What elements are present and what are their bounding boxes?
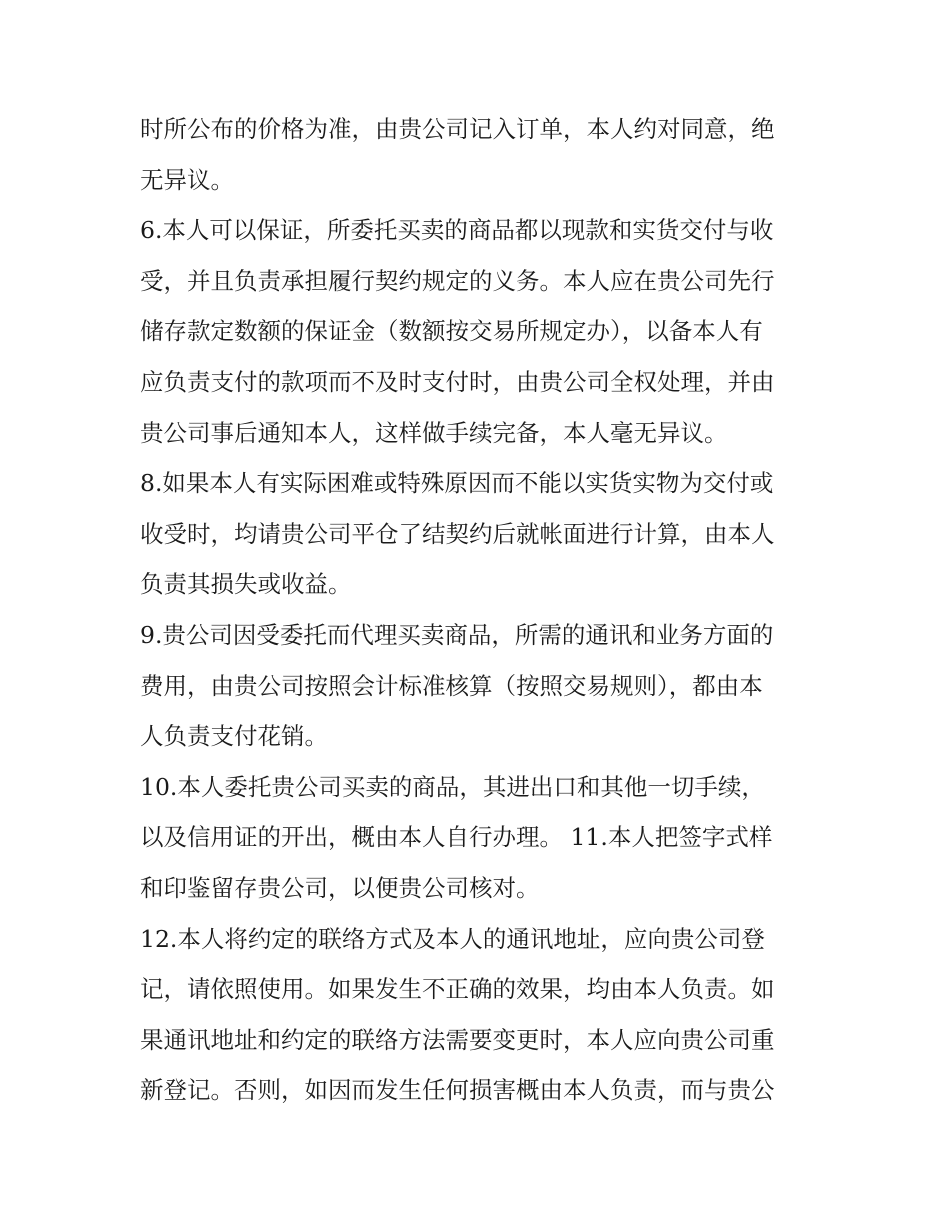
text-line: 果通讯地址和约定的联络方法需要变更时，本人应向贵公司重: [140, 1025, 775, 1054]
text-line: 应负责支付的款项而不及时支付时，由贵公司全权处理，并由: [140, 367, 775, 396]
text-line: 储存款定数额的保证金（数额按交易所规定办），以备本人有: [140, 317, 763, 346]
clause-10-line: 10.本人委托贵公司买卖的商品，其进出口和其他一切手续，: [140, 772, 765, 801]
text-line: 和印鉴留存贵公司，以便贵公司核对。: [140, 873, 540, 902]
text-line: 时所公布的价格为准，由贵公司记入订单，本人约对同意，绝: [140, 115, 775, 143]
clause-11-line: 以及信用证的开出，概由本人自行办理。 11.本人把签字式样: [140, 823, 773, 852]
clause-12-line: 12.本人将约定的联络方式及本人的通讯地址，应向贵公司登: [140, 924, 765, 953]
text-line: 无异议。: [140, 165, 234, 194]
text-line: 贵公司事后通知本人，这样做手续完备，本人毫无异议。: [140, 418, 728, 447]
clause-8-line: 8.如果本人有实际困难或特殊原因而不能以实货实物为交付或: [140, 469, 774, 498]
clause-9-line: 9.贵公司因受委托而代理买卖商品，所需的通讯和业务方面的: [140, 620, 774, 649]
text-line: 记，请依照使用。如果发生不正确的效果，均由本人负责。如: [140, 975, 775, 1004]
text-line: 受，并且负责承担履行契约规定的义务。本人应在贵公司先行: [140, 266, 775, 295]
text-line: 人负责支付花销。: [140, 722, 328, 751]
document-body: [140, 104, 820, 1116]
text-line: 新登记。否则，如因而发生任何损害概由本人负责，而与贵公: [140, 1076, 775, 1105]
text-line: 负责其损失或收益。: [140, 570, 352, 599]
clause-6-line: 6.本人可以保证，所委托买卖的商品都以现款和实货交付与收: [140, 216, 774, 245]
text-line: 收受时，均请贵公司平仓了结契约后就帐面进行计算，由本人: [140, 519, 775, 548]
text-line: 费用，由贵公司按照会计标准核算（按照交易规则），都由本: [140, 671, 763, 700]
